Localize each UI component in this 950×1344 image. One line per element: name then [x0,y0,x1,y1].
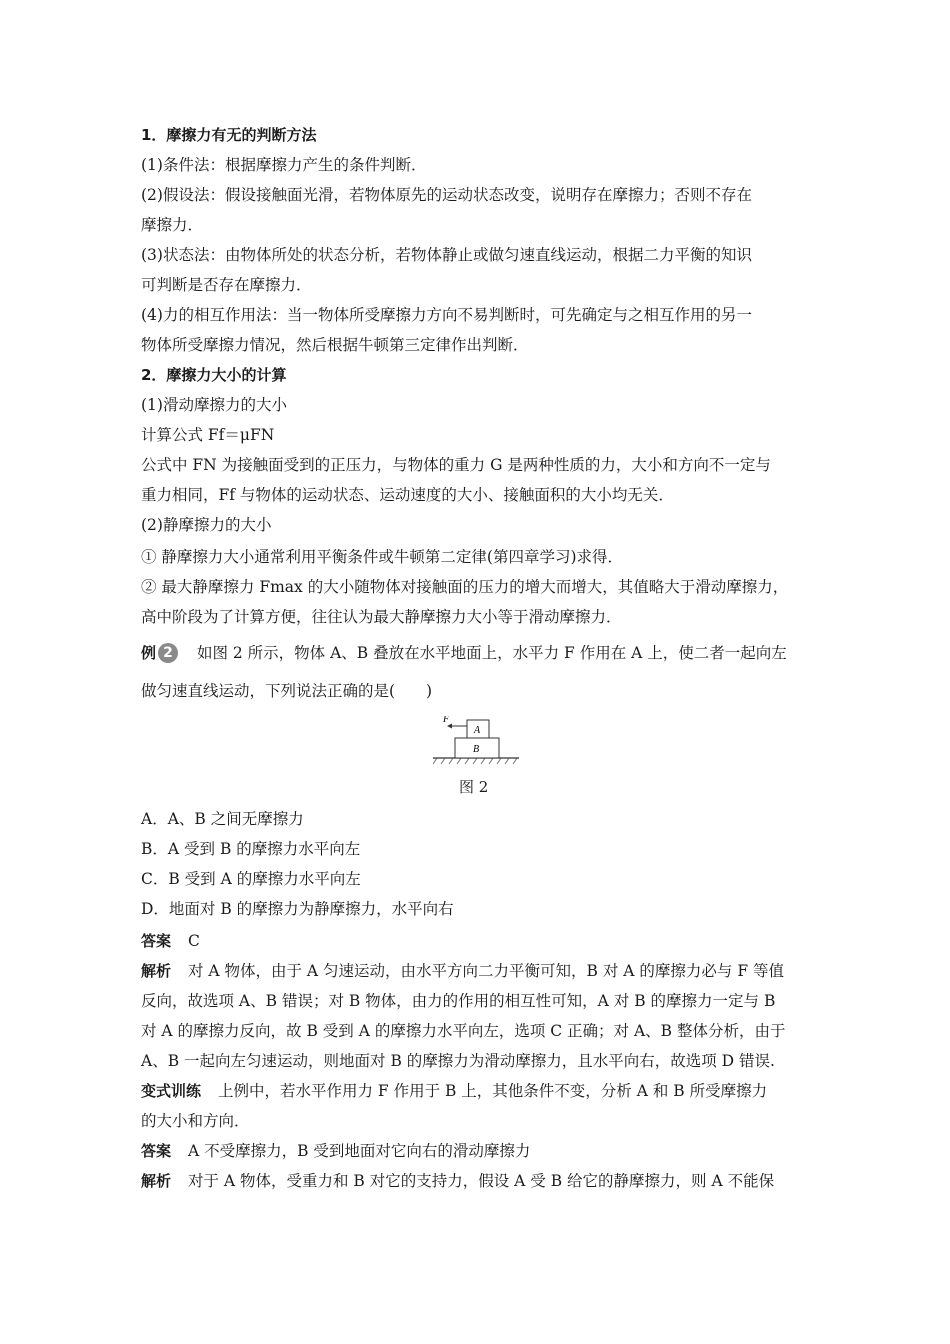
answer-line [141,930,200,952]
analysis2-text: 对于 A 物体，受重力和 B 对它的支持力，假设 A 受 B 给它的静摩擦力，则 A 不能保 [187,1172,775,1190]
analysis-line-1 [141,960,784,982]
example-line-2: 做匀速直线运动，下列说法正确的是( ) [141,682,433,700]
figure-caption: 图 2 [459,778,489,796]
option-c: C．B 受到 A 的摩擦力水平向左 [141,870,361,888]
option-a: A．A、B 之间无摩擦力 [141,810,304,828]
paragraph-line: (3)状态法：由物体所处的状态分析，若物体静止或做匀速直线运动，根据二力平衡的知识 [141,246,752,264]
example-number-icon: 2 [158,643,178,663]
paragraph-line: (4)力的相互作用法：当一物体所受摩擦力方向不易判断时，可先确定与之相互作用的另一 [141,306,752,324]
paragraph-line: 物体所受摩擦力情况，然后根据牛顿第三定律作出判断． [141,336,529,354]
paragraph-line: 公式中 FN 为接触面受到的正压力，与物体的重力 G 是两种性质的力，大小和方向不一定与 [141,456,771,474]
paragraph-line: 可判断是否存在摩擦力． [141,276,312,294]
formula-line: 计算公式 Ff＝μFN [141,426,275,444]
answer-label: 答案 [141,932,172,950]
example-text: 如图 2 所示，物体 A、B 叠放在水平地面上，水平力 F 作用在 A 上，使二者一起向左 [196,644,787,662]
variant-label: 变式训练 [141,1082,202,1100]
answer2-label: 答案 [141,1142,172,1160]
heading-friction-magnitude: 2．摩擦力大小的计算 [141,366,287,384]
paragraph-line: 摩擦力． [141,216,204,234]
paragraph-line: 重力相同，Ff 与物体的运动状态、运动速度的大小、接触面积的大小均无关． [141,486,674,504]
analysis-label: 解析 [141,962,172,980]
blocks-figure [433,716,523,766]
variant-text: 上例中，若水平作用力 F 作用于 B 上，其他条件不变，分析 A 和 B 所受摩擦力 [217,1082,768,1100]
paragraph-line: (2)假设法：假设接触面光滑，若物体原先的运动状态改变，说明存在摩擦力；否则不存在 [141,186,752,204]
force-label: F [443,716,450,725]
option-b: B．A 受到 B 的摩擦力水平向左 [141,840,361,858]
heading-friction-existence: 1．摩擦力有无的判断方法 [141,126,317,144]
analysis2-label: 解析 [141,1172,172,1190]
analysis2-line [141,1170,774,1192]
example-badge-label: 例 [141,644,157,662]
analysis-line: 对 A 的摩擦力反向，故 B 受到 A 的摩擦力水平向左，选项 C 正确；对 A、B 整体分析，由于 [141,1022,786,1040]
paragraph-line: ① 静摩擦力大小通常利用平衡条件或牛顿第二定律(第四章学习)求得． [141,548,624,566]
variant-line-2: 的大小和方向． [141,1112,250,1130]
answer2-value: A 不受摩擦力，B 受到地面对它向右的滑动摩擦力 [187,1142,531,1160]
answer-value: C [187,932,200,950]
block-b-label: B [473,744,480,755]
option-d: D．地面对 B 的摩擦力为静摩擦力，水平向右 [141,900,454,918]
example-badge [141,642,178,664]
ground-hatching [433,758,517,764]
example-line-1 [141,642,787,664]
analysis-line: A、B 一起向左匀速运动，则地面对 B 的摩擦力为滑动摩擦力，且水平向右，故选项 D 错误. [141,1052,775,1070]
analysis-line: 反向，故选项 A、B 错误；对 B 物体，由力的作用的相互性可知，A 对 B 的摩擦力一定与 B [141,992,776,1010]
variant-line-1 [141,1080,767,1102]
block-a-label: A [474,725,481,736]
answer2-line [141,1140,530,1162]
paragraph-line: (2)静摩擦力的大小 [141,516,272,534]
paragraph-line: (1)滑动摩擦力的大小 [141,396,287,414]
analysis-text: 对 A 物体，由于 A 匀速运动，由水平方向二力平衡可知，B 对 A 的摩擦力必与 F 等值 [187,962,785,980]
paragraph-line: (1)条件法：根据摩擦力产生的条件判断． [141,156,427,174]
paragraph-line: ② 最大静摩擦力 Fmax 的大小随物体对接触面的压力的增大而增大，其值略大于滑动摩擦力， [141,578,789,596]
paragraph-line: 高中阶段为了计算方便，往往认为最大静摩擦力大小等于滑动摩擦力． [141,608,622,626]
